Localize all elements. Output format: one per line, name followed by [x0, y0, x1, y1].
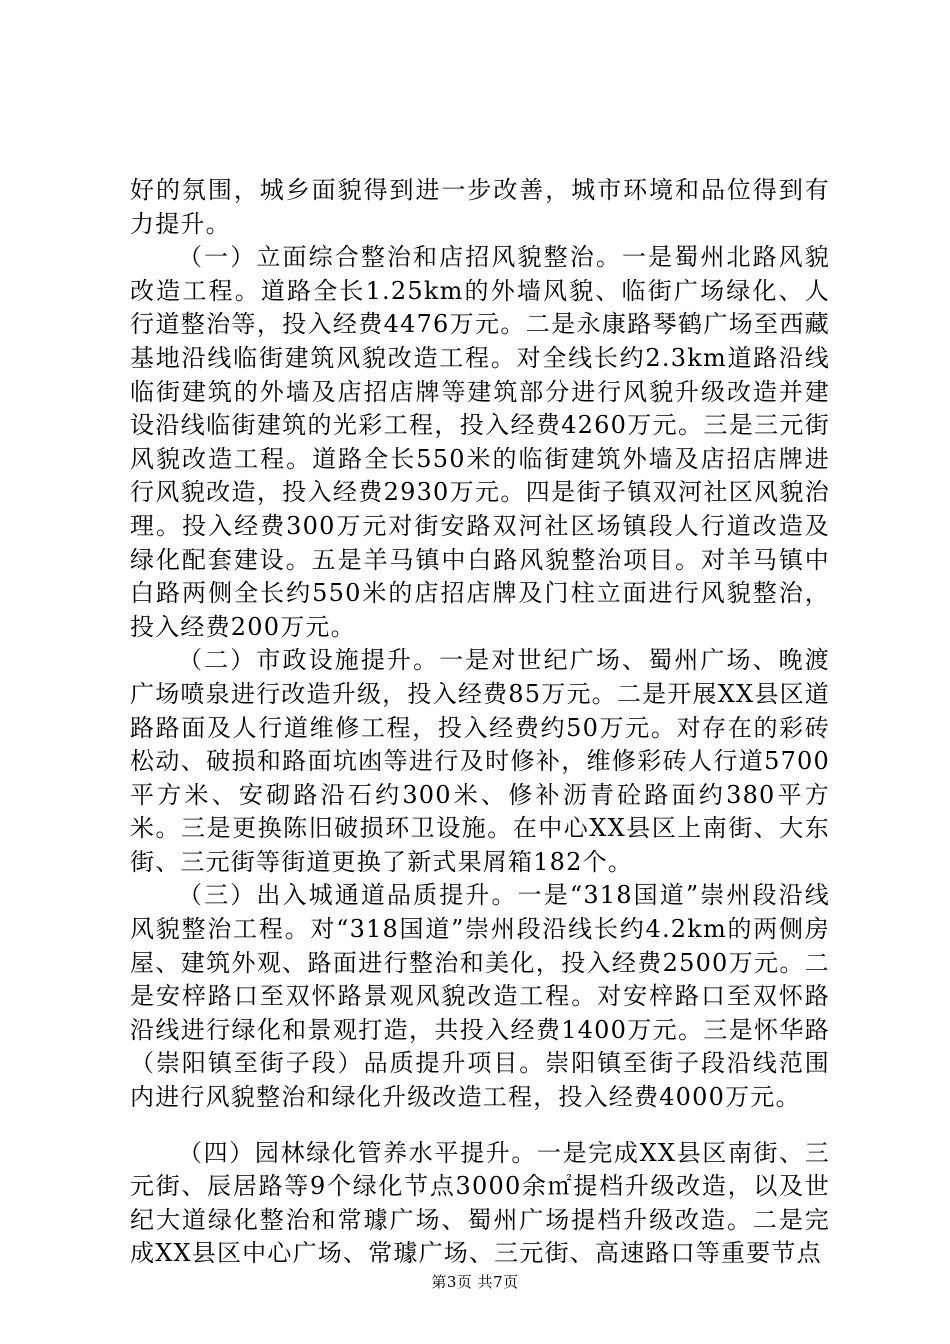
- page-number-footer: 第3页 共7页: [431, 1273, 519, 1291]
- document-body: [130, 174, 830, 1271]
- paragraph-municipal-facilities: （二）市政设施提升。一是对世纪广场、蜀州广场、晚渡广场喷泉进行改造升级，投入经费85万元。二是开展XX县区道路路面及人行道维修工程，投入经费约50万元。对存在的彩砖松动、破损和路面坑凼等进行及时修补，维修彩砖人行道5700平方米、安砌路沿石约300米、修补沥青砼路面约380平方米。三是更换陈旧破损环卫设施。在中心XX县区上南街、大东街、三元街等街道更换了新式果屑箱182个。: [130, 646, 830, 876]
- paragraph-intro-continuation: 好的氛围，城乡面貌得到进一步改善，城市环境和品位得到有力提升。: [130, 176, 830, 238]
- paragraph-landscaping: （四）园林绿化管养水平提升。一是完成XX县区南街、三元街、辰居路等9个绿化节点3000余㎡提档升级改造，以及世纪大道绿化整治和常璩广场、蜀州广场提档升级改造。二是完成XX县区中心广场、常璩广场、三元街、高速路口等重要节点: [130, 1138, 830, 1268]
- paragraph-facade-renovation: （一）立面综合整治和店招风貌整治。一是蜀州北路风貌改造工程。道路全长1.25km的外墙风貌、临街广场绿化、人行道整治等，投入经费4476万元。二是永康路琴鹤广场至西藏基地沿线临街建筑风貌改造工程。对全线长约2.3km道路沿线临街建筑的外墙及店招店牌等建筑部分进行风貌升级改造并建设沿线临街建筑的光彩工程，投入经费4260万元。三是三元街风貌改造工程。道路全长550米的临街建筑外墙及店招店牌进行风貌改造，投入经费2930万元。四是街子镇双河社区风貌治理。投入经费300万元对街安路双河社区场镇段人行道改造及绿化配套建设。五是羊马镇中白路风貌整治项目。对羊马镇中白路两侧全长约550米的店招店牌及门柱立面进行风貌整治，投入经费200万元。: [130, 243, 830, 641]
- paragraph-city-access-roads: （三）出入城通道品质提升。一是“318国道”崇州段沿线风貌整治工程。对“318国道”崇州段沿线长约4.2km的两侧房屋、建筑外观、路面进行整治和美化，投入经费2500万元。二是安梓路口至双怀路景观风貌改造工程。对安梓路口至双怀路沿线进行绿化和景观打造，共投入经费1400万元。三是怀华路（崇阳镇至街子段）品质提升项目。崇阳镇至街子段沿线范围内进行风貌整治和绿化升级改造工程，投入经费4000万元。: [130, 881, 830, 1112]
